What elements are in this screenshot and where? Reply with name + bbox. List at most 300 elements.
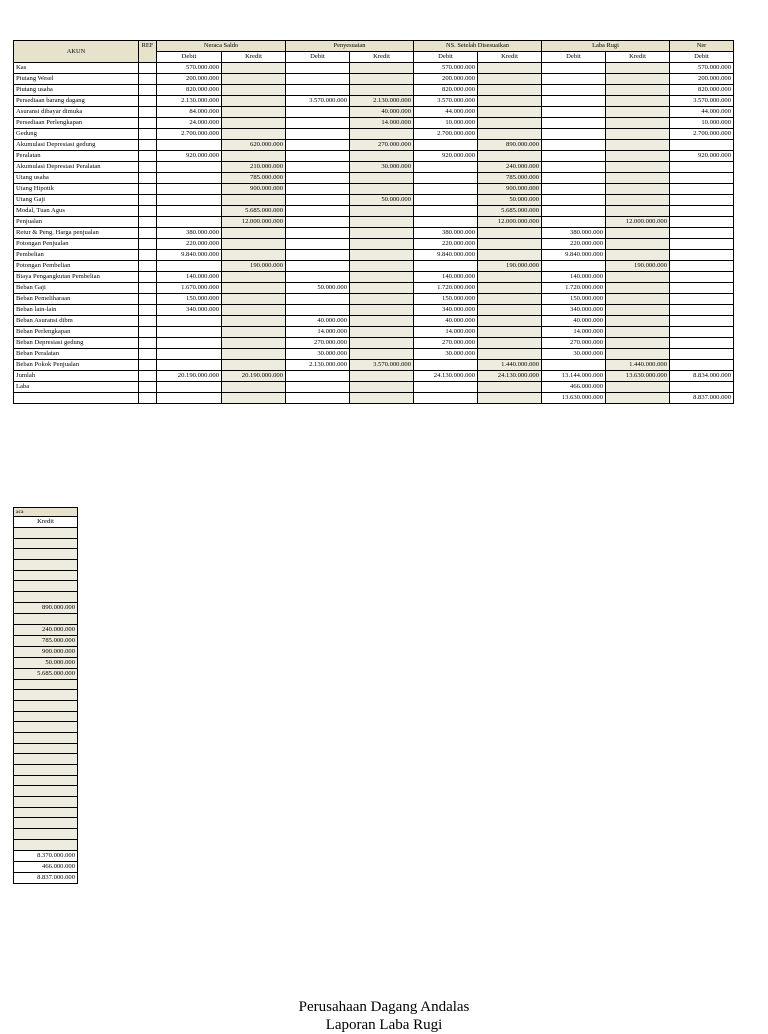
amount-cell: 10.000.000 <box>670 118 734 129</box>
amount-cell <box>478 96 542 107</box>
table-row <box>14 151 734 162</box>
fragment-total: 466.000.000 <box>14 861 78 872</box>
table-row <box>14 338 734 349</box>
amount-cell: 270.000.000 <box>286 338 350 349</box>
fragment-amount <box>14 528 78 539</box>
amount-cell <box>157 140 222 151</box>
fragment-amount: 240.000.000 <box>14 624 78 635</box>
amount-cell <box>157 327 222 338</box>
table-row <box>14 349 734 360</box>
amount-cell <box>478 294 542 305</box>
group-header-penyesuaian: Penyesuaian <box>286 41 414 52</box>
fragment-amount <box>14 807 78 818</box>
amount-cell <box>157 393 222 404</box>
ref-cell <box>139 118 157 129</box>
fragment-amount: 785.000.000 <box>14 635 78 646</box>
amount-cell: 140.000.000 <box>414 272 478 283</box>
fragment-amount <box>14 732 78 743</box>
fragment-amount <box>14 839 78 850</box>
amount-cell <box>414 206 478 217</box>
account-name: Retur & Peng. Harga penjualan <box>14 228 139 239</box>
amount-cell <box>606 96 670 107</box>
fragment-row <box>14 690 78 701</box>
account-name: Akumulasi Depresiasi gedung <box>14 140 139 151</box>
fragment-amount: 890.000.000 <box>14 602 78 613</box>
fragment-row <box>14 754 78 765</box>
amount-cell <box>350 371 414 382</box>
amount-cell: 1.720.000.000 <box>414 283 478 294</box>
account-name: Beban lain-lain <box>14 305 139 316</box>
amount-cell <box>670 349 734 360</box>
amount-cell <box>670 360 734 371</box>
amount-cell <box>286 371 350 382</box>
amount-cell <box>542 261 606 272</box>
amount-cell <box>222 294 286 305</box>
amount-cell <box>606 74 670 85</box>
amount-cell: 3.570.000.000 <box>670 96 734 107</box>
ref-cell <box>139 74 157 85</box>
amount-cell <box>414 184 478 195</box>
account-name: Beban Pokok Penjualan <box>14 360 139 371</box>
amount-cell: 380.000.000 <box>157 228 222 239</box>
amount-cell <box>286 129 350 140</box>
amount-cell <box>670 316 734 327</box>
fragment-amount <box>14 829 78 840</box>
amount-cell <box>350 206 414 217</box>
account-name: Persediaan Perlengkapan <box>14 118 139 129</box>
ref-cell <box>139 85 157 96</box>
debit-header: Debit <box>414 52 478 63</box>
amount-cell <box>542 206 606 217</box>
amount-cell: 2.700.000.000 <box>414 129 478 140</box>
ref-cell <box>139 96 157 107</box>
amount-cell <box>222 349 286 360</box>
amount-cell: 190.000.000 <box>478 261 542 272</box>
amount-cell <box>222 85 286 96</box>
ref-cell <box>139 360 157 371</box>
amount-cell <box>222 129 286 140</box>
worksheet-table <box>13 40 734 404</box>
amount-cell: 220.000.000 <box>542 239 606 250</box>
fragment-header-row <box>14 517 78 528</box>
amount-cell: 30.000.000 <box>542 349 606 360</box>
fragment-kredit-header: Kredit <box>14 517 78 528</box>
amount-cell <box>414 393 478 404</box>
amount-cell <box>670 382 734 393</box>
account-name: Potongan Pembelian <box>14 261 139 272</box>
amount-cell: 2.700.000.000 <box>670 129 734 140</box>
amount-cell <box>606 316 670 327</box>
ref-cell <box>139 305 157 316</box>
fragment-row <box>14 538 78 549</box>
table-row <box>14 85 734 96</box>
amount-cell <box>670 206 734 217</box>
table-row <box>14 371 734 382</box>
report-title: Laporan Laba Rugi <box>325 1017 443 1033</box>
amount-cell: 9.840.000.000 <box>414 250 478 261</box>
amount-cell <box>286 85 350 96</box>
amount-cell <box>222 283 286 294</box>
ref-cell <box>139 162 157 173</box>
amount-cell <box>350 228 414 239</box>
amount-cell <box>670 162 734 173</box>
amount-cell <box>670 239 734 250</box>
amount-cell <box>222 316 286 327</box>
amount-cell <box>542 140 606 151</box>
fragment-row <box>14 570 78 581</box>
amount-cell <box>606 338 670 349</box>
account-name: Pembelian <box>14 250 139 261</box>
amount-cell <box>350 382 414 393</box>
amount-cell <box>286 305 350 316</box>
fragment-row <box>14 818 78 829</box>
ref-cell <box>139 316 157 327</box>
amount-cell <box>414 217 478 228</box>
amount-cell <box>286 63 350 74</box>
amount-cell <box>414 162 478 173</box>
amount-cell: 140.000.000 <box>157 272 222 283</box>
fragment-row <box>14 592 78 603</box>
amount-cell: 20.190.000.000 <box>222 371 286 382</box>
amount-cell <box>350 349 414 360</box>
amount-cell <box>350 151 414 162</box>
account-name: Beban Peralatan <box>14 349 139 360</box>
amount-cell: 2.700.000.000 <box>157 129 222 140</box>
amount-cell <box>606 63 670 74</box>
amount-cell <box>414 173 478 184</box>
amount-cell <box>350 63 414 74</box>
amount-cell: 620.000.000 <box>222 140 286 151</box>
ref-cell <box>139 107 157 118</box>
amount-cell <box>350 184 414 195</box>
amount-cell: 380.000.000 <box>414 228 478 239</box>
fragment-row <box>14 711 78 722</box>
amount-cell <box>222 250 286 261</box>
amount-cell <box>606 305 670 316</box>
fragment-amount <box>14 700 78 711</box>
amount-cell <box>222 118 286 129</box>
amount-cell <box>414 140 478 151</box>
amount-cell <box>542 184 606 195</box>
table-row <box>14 140 734 151</box>
amount-cell <box>350 272 414 283</box>
amount-cell: 150.000.000 <box>157 294 222 305</box>
fragment-amount <box>14 765 78 776</box>
amount-cell <box>606 195 670 206</box>
amount-cell <box>478 382 542 393</box>
amount-cell <box>606 272 670 283</box>
amount-cell: 8.837.000.000 <box>670 393 734 404</box>
amount-cell: 50.000.000 <box>350 195 414 206</box>
amount-cell: 40.000.000 <box>286 316 350 327</box>
table-row <box>14 283 734 294</box>
amount-cell: 270.000.000 <box>414 338 478 349</box>
account-name: Jumlah <box>14 371 139 382</box>
amount-cell: 920.000.000 <box>157 151 222 162</box>
fragment-row <box>14 528 78 539</box>
amount-cell <box>478 228 542 239</box>
kredit-header: Kredit <box>606 52 670 63</box>
amount-cell: 40.000.000 <box>542 316 606 327</box>
ref-cell <box>139 338 157 349</box>
fragment-amount <box>14 786 78 797</box>
amount-cell <box>478 239 542 250</box>
table-row <box>14 107 734 118</box>
debit-header: Debit <box>157 52 222 63</box>
amount-cell <box>542 360 606 371</box>
amount-cell: 12.000.000.000 <box>478 217 542 228</box>
account-name: Asuransi dibayar dimuka <box>14 107 139 118</box>
amount-cell <box>222 107 286 118</box>
account-name: Piutang Wesel <box>14 74 139 85</box>
amount-cell: 340.000.000 <box>414 305 478 316</box>
group-header-neraca-saldo: Neraca Saldo <box>157 41 286 52</box>
amount-cell: 24.000.000 <box>157 118 222 129</box>
fragment-title-row <box>14 508 78 517</box>
fragment-title: aca <box>14 508 78 517</box>
fragment-row <box>14 635 78 646</box>
table-row <box>14 184 734 195</box>
fragment-amount <box>14 690 78 701</box>
account-name: Beban Depresiasi gedung <box>14 338 139 349</box>
amount-cell <box>157 338 222 349</box>
amount-cell <box>478 129 542 140</box>
amount-cell <box>286 173 350 184</box>
amount-cell: 140.000.000 <box>542 272 606 283</box>
ref-cell <box>139 195 157 206</box>
fragment-row <box>14 549 78 560</box>
amount-cell <box>478 107 542 118</box>
amount-cell: 24.130.000.000 <box>478 371 542 382</box>
fragment-row <box>14 765 78 776</box>
amount-cell <box>222 63 286 74</box>
amount-cell <box>670 250 734 261</box>
amount-cell: 380.000.000 <box>542 228 606 239</box>
table-row <box>14 239 734 250</box>
fragment-row <box>14 829 78 840</box>
table-row <box>14 382 734 393</box>
amount-cell <box>286 382 350 393</box>
ref-cell <box>139 228 157 239</box>
amount-cell <box>670 272 734 283</box>
fragment-row <box>14 732 78 743</box>
neraca-kredit-fragment <box>13 507 78 884</box>
amount-cell <box>350 316 414 327</box>
amount-cell: 8.834.000.000 <box>670 371 734 382</box>
amount-cell <box>286 294 350 305</box>
amount-cell: 570.000.000 <box>670 63 734 74</box>
fragment-amount <box>14 679 78 690</box>
debit-header: Debit <box>670 52 734 63</box>
amount-cell: 220.000.000 <box>414 239 478 250</box>
amount-cell <box>286 217 350 228</box>
table-row <box>14 250 734 261</box>
amount-cell: 9.840.000.000 <box>542 250 606 261</box>
amount-cell <box>350 338 414 349</box>
amount-cell <box>286 272 350 283</box>
ref-cell <box>139 294 157 305</box>
amount-cell <box>222 360 286 371</box>
table-row <box>14 206 734 217</box>
account-name: Biaya Pengangkutan Pembelian <box>14 272 139 283</box>
amount-cell <box>350 74 414 85</box>
amount-cell <box>222 327 286 338</box>
amount-cell <box>286 228 350 239</box>
account-name: Kas <box>14 63 139 74</box>
amount-cell <box>286 250 350 261</box>
amount-cell <box>542 162 606 173</box>
fragment-row <box>14 722 78 733</box>
amount-cell: 900.000.000 <box>478 184 542 195</box>
amount-cell <box>542 195 606 206</box>
amount-cell: 10.000.000 <box>414 118 478 129</box>
kredit-header: Kredit <box>478 52 542 63</box>
fragment-amount <box>14 560 78 571</box>
fragment-row <box>14 602 78 613</box>
account-name: Laba <box>14 382 139 393</box>
amount-cell <box>157 184 222 195</box>
amount-cell: 220.000.000 <box>157 239 222 250</box>
ref-cell <box>139 173 157 184</box>
amount-cell <box>157 217 222 228</box>
amount-cell: 890.000.000 <box>478 140 542 151</box>
amount-cell: 5.685.000.000 <box>222 206 286 217</box>
fragment-amount <box>14 570 78 581</box>
amount-cell: 1.670.000.000 <box>157 283 222 294</box>
ref-cell <box>139 349 157 360</box>
kredit-header: Kredit <box>222 52 286 63</box>
amount-cell <box>286 239 350 250</box>
amount-cell <box>350 393 414 404</box>
fragment-amount <box>14 818 78 829</box>
table-row <box>14 228 734 239</box>
kredit-header: Kredit <box>350 52 414 63</box>
ref-cell <box>139 63 157 74</box>
amount-cell: 785.000.000 <box>222 173 286 184</box>
amount-cell <box>157 206 222 217</box>
amount-cell <box>670 283 734 294</box>
amount-cell <box>222 338 286 349</box>
amount-cell <box>350 85 414 96</box>
amount-cell: 14.000.000 <box>414 327 478 338</box>
account-name: Utang usaha <box>14 173 139 184</box>
ref-cell <box>139 261 157 272</box>
amount-cell <box>606 184 670 195</box>
amount-cell <box>350 327 414 338</box>
amount-cell <box>542 107 606 118</box>
fragment-row <box>14 700 78 711</box>
account-name: Gedung <box>14 129 139 140</box>
table-row <box>14 294 734 305</box>
amount-cell <box>606 294 670 305</box>
group-header-row <box>14 41 734 52</box>
amount-cell <box>222 393 286 404</box>
amount-cell <box>222 272 286 283</box>
amount-cell <box>478 85 542 96</box>
amount-cell <box>286 195 350 206</box>
group-header-neraca: Ner <box>670 41 734 52</box>
fragment-row <box>14 807 78 818</box>
account-name: Piutang usaha <box>14 85 139 96</box>
amount-cell <box>157 382 222 393</box>
debit-header: Debit <box>286 52 350 63</box>
amount-cell <box>157 162 222 173</box>
account-name: Persediaan barang dagang <box>14 96 139 107</box>
amount-cell <box>222 151 286 162</box>
fragment-amount <box>14 754 78 765</box>
fragment-amount: 50.000.000 <box>14 657 78 668</box>
fragment-row <box>14 775 78 786</box>
group-header-laba-rugi: Laba Rugi <box>542 41 670 52</box>
amount-cell <box>542 129 606 140</box>
table-row <box>14 327 734 338</box>
table-row <box>14 129 734 140</box>
amount-cell: 3.570.000.000 <box>350 360 414 371</box>
fragment-amount: 900.000.000 <box>14 646 78 657</box>
amount-cell: 210.000.000 <box>222 162 286 173</box>
fragment-row <box>14 839 78 850</box>
amount-cell <box>478 283 542 294</box>
group-header-ns-setelah-disesuaikan: NS. Setelah Disesuaikan <box>414 41 542 52</box>
amount-cell <box>286 184 350 195</box>
table-row <box>14 217 734 228</box>
amount-cell: 240.000.000 <box>478 162 542 173</box>
amount-cell <box>670 228 734 239</box>
table-row <box>14 74 734 85</box>
fragment-total: 8.370.000.000 <box>14 850 78 861</box>
amount-cell <box>350 173 414 184</box>
amount-cell <box>606 118 670 129</box>
fragment-amount <box>14 581 78 592</box>
amount-cell: 50.000.000 <box>478 195 542 206</box>
amount-cell <box>222 305 286 316</box>
ref-cell <box>139 217 157 228</box>
amount-cell: 3.570.000.000 <box>414 96 478 107</box>
amount-cell <box>478 272 542 283</box>
fragment-total-row <box>14 861 78 872</box>
account-name: Beban Perlengkapan <box>14 327 139 338</box>
ref-cell <box>139 272 157 283</box>
table-row <box>14 272 734 283</box>
amount-cell: 920.000.000 <box>414 151 478 162</box>
amount-cell: 200.000.000 <box>670 74 734 85</box>
amount-cell <box>286 206 350 217</box>
amount-cell: 13.144.000.000 <box>542 371 606 382</box>
table-row <box>14 393 734 404</box>
amount-cell <box>222 239 286 250</box>
fragment-amount <box>14 775 78 786</box>
amount-cell <box>222 74 286 85</box>
amount-cell <box>350 261 414 272</box>
amount-cell: 14.000.000 <box>350 118 414 129</box>
amount-cell <box>286 162 350 173</box>
ref-cell <box>139 250 157 261</box>
ref-cell <box>139 393 157 404</box>
amount-cell: 12.000.000.000 <box>606 217 670 228</box>
amount-cell <box>606 382 670 393</box>
amount-cell: 3.570.000.000 <box>286 96 350 107</box>
amount-cell <box>157 261 222 272</box>
amount-cell <box>606 228 670 239</box>
table-row <box>14 261 734 272</box>
amount-cell <box>606 283 670 294</box>
fragment-row <box>14 613 78 624</box>
amount-cell <box>478 250 542 261</box>
amount-cell <box>350 250 414 261</box>
fragment-amount <box>14 592 78 603</box>
amount-cell: 20.190.000.000 <box>157 371 222 382</box>
amount-cell: 820.000.000 <box>670 85 734 96</box>
